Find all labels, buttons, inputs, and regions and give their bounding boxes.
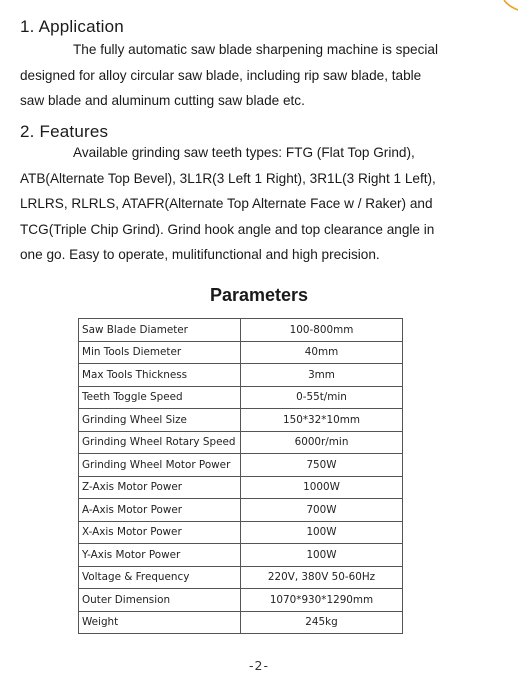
param-label: X-Axis Motor Power — [79, 521, 241, 544]
features-line: ATB(Alternate Top Bevel), 3L1R(3 Left 1 Right), 3R1L(3 Right 1 Left), — [20, 170, 436, 186]
features-heading: 2. Features — [20, 122, 109, 141]
features-paragraph — [20, 140, 500, 268]
param-label: Voltage & Frequency — [79, 566, 241, 589]
param-value: 0-55t/min — [241, 386, 403, 409]
param-value: 100-800mm — [241, 319, 403, 342]
param-label: Weight — [79, 611, 241, 634]
table-row — [79, 544, 403, 567]
application-paragraph — [20, 37, 500, 114]
param-value: 100W — [241, 521, 403, 544]
parameters-table — [78, 318, 403, 634]
param-value: 3mm — [241, 364, 403, 387]
features-line: LRLRS, RLRLS, ATAFR(Alternate Top Alternate Face w / Raker) and — [20, 196, 433, 212]
param-value: 1000W — [241, 476, 403, 499]
param-value: 100W — [241, 544, 403, 567]
param-value: 1070*930*1290mm — [241, 589, 403, 612]
param-label: Grinding Wheel Size — [79, 409, 241, 432]
application-line: designed for alloy circular saw blade, including rip saw blade, table — [20, 67, 422, 83]
param-label: Z-Axis Motor Power — [79, 476, 241, 499]
param-label: Max Tools Thickness — [79, 364, 241, 387]
table-row — [79, 386, 403, 409]
table-row — [79, 341, 403, 364]
features-line: Available grinding saw teeth types: FTG (Flat Top Grind), — [73, 145, 415, 160]
corner-accent-mark — [498, 0, 518, 20]
table-row — [79, 611, 403, 634]
parameters-title: Parameters — [209, 285, 309, 305]
param-label: Outer Dimension — [79, 589, 241, 612]
param-value: 245kg — [241, 611, 403, 634]
table-row — [79, 319, 403, 342]
param-value: 220V, 380V 50-60Hz — [241, 566, 403, 589]
param-value: 150*32*10mm — [241, 409, 403, 432]
page-number: -2- — [249, 658, 269, 673]
param-value: 6000r/min — [241, 431, 403, 454]
table-row — [79, 431, 403, 454]
param-value: 750W — [241, 454, 403, 477]
features-line: one go. Easy to operate, mulitifunctional and high precision. — [20, 247, 380, 263]
param-label: Teeth Toggle Speed — [79, 386, 241, 409]
application-line: saw blade and aluminum cutting saw blade etc. — [20, 93, 305, 109]
features-line: TCG(Triple Chip Grind). Grind hook angle and top clearance angle in — [20, 221, 435, 237]
param-value: 40mm — [241, 341, 403, 364]
param-label: Min Tools Diemeter — [79, 341, 241, 364]
application-heading: 1. Application — [20, 17, 124, 36]
table-row — [79, 476, 403, 499]
table-row — [79, 364, 403, 387]
table-row — [79, 566, 403, 589]
param-label: Grinding Wheel Motor Power — [79, 454, 241, 477]
table-row — [79, 499, 403, 522]
param-label: Grinding Wheel Rotary Speed — [79, 431, 241, 454]
table-row — [79, 409, 403, 432]
param-label: Y-Axis Motor Power — [79, 544, 241, 567]
table-row — [79, 454, 403, 477]
table-row — [79, 589, 403, 612]
param-label: A-Axis Motor Power — [79, 499, 241, 522]
application-line: The fully automatic saw blade sharpening machine is special — [73, 42, 438, 57]
param-value: 700W — [241, 499, 403, 522]
table-row — [79, 521, 403, 544]
param-label: Saw Blade Diameter — [79, 319, 241, 342]
